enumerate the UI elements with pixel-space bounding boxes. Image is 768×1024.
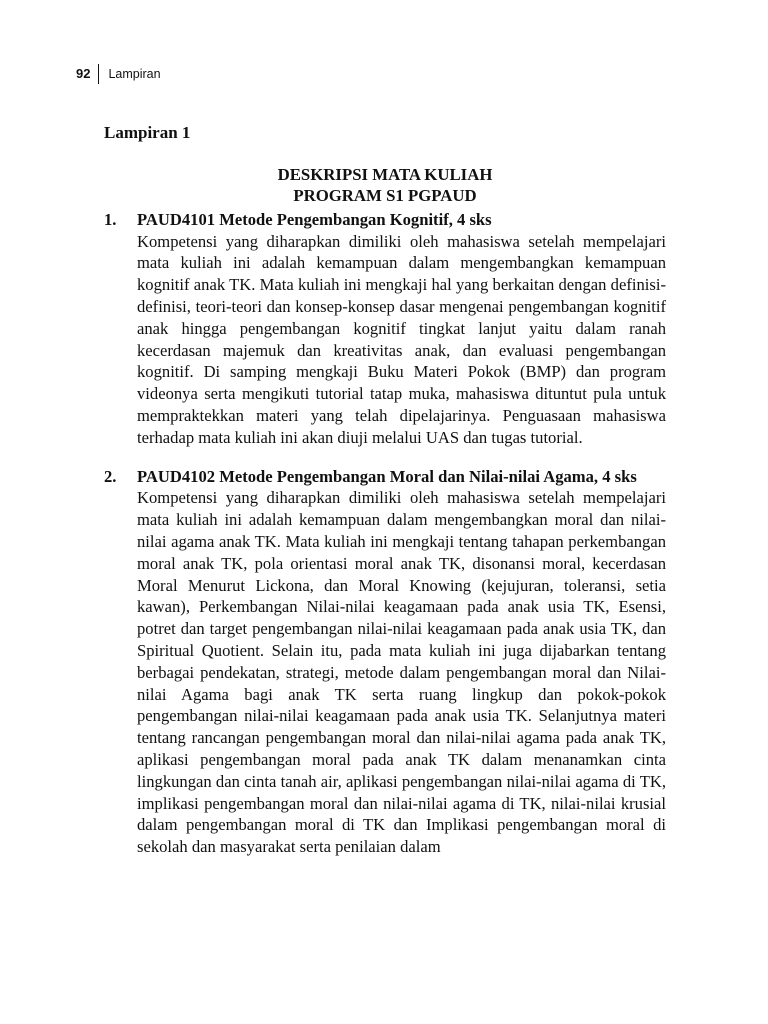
page-number: 92	[76, 66, 91, 81]
course-item-description: Kompetensi yang diharapkan dimiliki oleh mahasiswa setelah mempelajari mata kuliah ini adalah kemampuan dalam mengembangkan moral dan nilai-nilai agama anak TK. Mata kuliah ini mengkaji tentang tahapan perkembangan moral anak TK, pola orientasi moral anak TK, disonansi moral, kecerdasan Moral Menurut Lickona, dan Moral Knowing (kejujuran, toleransi, setia kawan), Perkembangan Nilai-nilai keagamaan pada anak usia TK, Esensi, potret dan target pengembangan nilai-nilai keagamaan pada anak usia TK, dan Spiritual Quotient. Selain itu, pada mata kuliah ini juga dijabarkan tentang berbagai pendekatan, strategi, metode dalam pengembangan moral dan Nilai-nilai Agama bagi anak TK serta ruang lingkup dan pokok-pokok pengembangan nilai-nilai keagamaan pada anak usia TK. Selanjutnya materi tentang rancangan pengembangan moral dan nilai-nilai agama pada anak TK, aplikasi pengembangan moral pada anak TK dalam menanamkan cinta lingkungan dan cinta tanah air, aplikasi pengembangan nilai-nilai agama di TK, implikasi pengembangan moral dan nilai-nilai agama di TK, nilai-nilai krusial dalam pengembangan moral di TK dan Implikasi pengembangan moral di sekolah dan masyarakat serta penilaian dalam	[137, 488, 666, 857]
running-head-section: Lampiran	[108, 67, 161, 81]
course-item	[104, 466, 666, 858]
page-body	[104, 122, 666, 858]
course-item-description: Kompetensi yang diharapkan dimiliki oleh mahasiswa setelah mempelajari mata kuliah ini adalah kemampuan dalam mengembangkan kemampuan kognitif anak TK. Mata kuliah ini mengkaji hal yang berkaitan dengan definisi-definisi, teori-teori dan konsep-konsep dasar mengenai pengembangan kognitif anak hingga pengembangan kognitif tingkat lanjut yaitu dalam ranah kecerdasan majemuk dan kreativitas anak, dan evaluasi pengembangan kognitif. Di samping mengkaji Buku Materi Pokok (BMP) dan program videonya serta mengikuti tutorial tatap muka, mahasiswa dituntut pula untuk mempraktekkan materi yang telah dipelajarinya. Penguasaan mahasiswa terhadap mata kuliah ini akan diuji melalui UAS dan tugas tutorial.	[137, 231, 666, 447]
course-item-number: 2.	[104, 466, 117, 486]
course-item-number: 1.	[104, 209, 117, 229]
course-item	[104, 209, 666, 449]
course-item-heading: PAUD4101 Metode Pengembangan Kognitif, 4 sks	[137, 209, 492, 229]
document-title-line-1: DESKRIPSI MATA KULIAH	[277, 164, 493, 184]
document-title-line-2: PROGRAM S1 PGPAUD	[293, 185, 477, 205]
appendix-title: Lampiran 1	[104, 123, 191, 142]
course-item-heading: PAUD4102 Metode Pengembangan Moral dan Nilai-nilai Agama, 4 sks	[137, 466, 637, 486]
running-head	[76, 64, 161, 84]
header-divider	[98, 64, 99, 84]
